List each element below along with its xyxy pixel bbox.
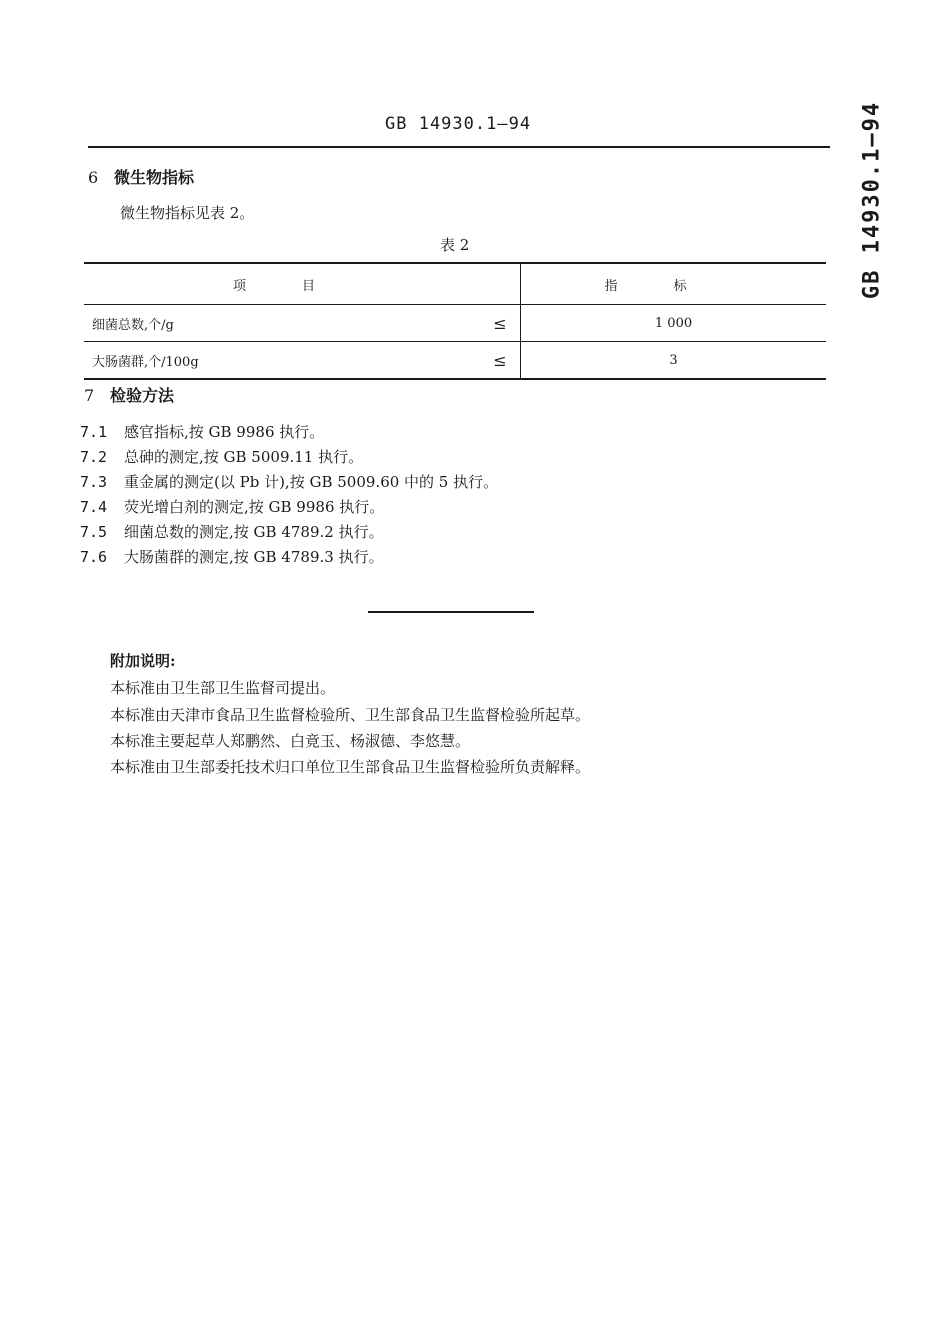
section-6-title: 微生物指标 (114, 168, 195, 187)
method-text: 荧光增白剂的测定,按 GB 9986 执行。 (124, 498, 385, 516)
table-caption: 表 2 (440, 236, 470, 254)
method-number: 7.1 (80, 423, 108, 441)
table-col-index: 指标 (604, 278, 743, 294)
header-rule (88, 146, 830, 148)
method-number: 7.2 (80, 448, 108, 466)
method-item (80, 446, 363, 467)
notes-line: 本标准主要起草人郑鹏然、白竟玉、杨淑德、李悠慧。 (110, 732, 471, 750)
microbial-table (84, 262, 826, 380)
method-number: 7.4 (80, 498, 108, 516)
section-7-title: 检验方法 (110, 386, 175, 405)
table-col-item: 项目 (84, 263, 521, 305)
header-standard-code: GB 14930.1—94 (385, 114, 532, 134)
notes-line: 本标准由卫生部委托技术归口单位卫生部食品卫生监督检验所负责解释。 (110, 758, 591, 776)
method-number: 7.6 (80, 548, 108, 566)
table-cell-operator: ≤ (480, 305, 521, 342)
section-6-number: 6 (88, 168, 99, 187)
method-text: 细菌总数的测定,按 GB 4789.2 执行。 (124, 523, 384, 541)
section-7-number: 7 (84, 386, 95, 405)
notes-line: 本标准由卫生部卫生监督司提出。 (110, 679, 336, 697)
table-cell-value: 1 000 (654, 315, 693, 331)
section-6-intro: 微生物指标见表 2。 (120, 204, 255, 222)
table-row (84, 305, 826, 342)
table-row (84, 342, 826, 380)
method-number: 7.5 (80, 523, 108, 541)
table-header-row (84, 263, 826, 305)
table-cell-item: 细菌总数,个/g (92, 317, 174, 333)
side-standard-code: GB 14930.1—94 (859, 100, 885, 300)
method-text: 总砷的测定,按 GB 5009.11 执行。 (124, 448, 364, 466)
method-text: 重金属的测定(以 Pb 计),按 GB 5009.60 中的 5 执行。 (124, 473, 499, 491)
notes-line: 本标准由天津市食品卫生监督检验所、卫生部食品卫生监督检验所起草。 (110, 706, 591, 724)
method-item (80, 546, 384, 567)
end-rule (368, 611, 534, 613)
table-cell-operator: ≤ (480, 342, 521, 380)
section-7-heading (84, 383, 174, 406)
section-6-heading (88, 165, 194, 188)
method-number: 7.3 (80, 473, 108, 491)
method-item (80, 521, 384, 542)
method-item (80, 421, 324, 442)
method-item (80, 496, 384, 517)
table-cell-item: 大肠菌群,个/100g (92, 354, 199, 370)
notes-title: 附加说明: (110, 652, 176, 670)
method-text: 感官指标,按 GB 9986 执行。 (124, 423, 325, 441)
method-item (80, 471, 498, 492)
table-cell-value: 3 (669, 352, 678, 368)
method-text: 大肠菌群的测定,按 GB 4789.3 执行。 (124, 548, 384, 566)
